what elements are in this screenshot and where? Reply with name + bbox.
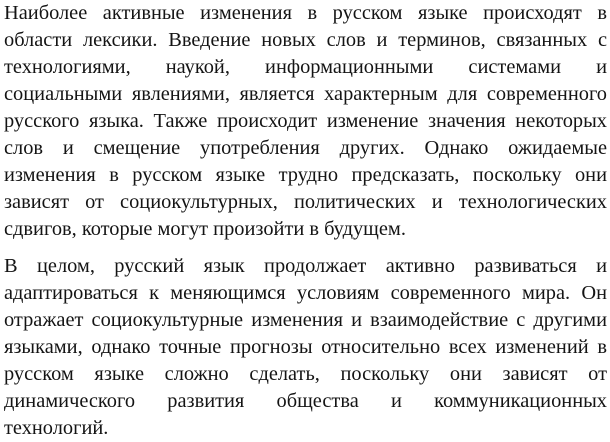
document-body	[4, 0, 607, 442]
paragraph-2: В целом, русский язык продолжает активно развиваться и адаптироваться к меняющимся условиям современного мира. Он отражает социокультурные изменения и взаимодействие с другими языками, однако точные прогнозы относительно всех изменений в русском языке сложно сделать, поскольку они зависят от динамического развития общества и коммуникационных технологий.	[4, 255, 607, 439]
paragraph-1: Наиболее активные изменения в русском языке происходят в области лексики. Введение новых слов и терминов, связанных с технологиями, наукой, информационными системами и социальными явлениями, является характерным для современного русского языка. Также происходит изменение значения некоторых слов и смещение употребления других. Однако ожидаемые изменения в русском языке трудно предсказать, поскольку они зависят от социокультурных, политических и технологических сдвигов, которые могут произойти в будущем.	[4, 2, 607, 240]
